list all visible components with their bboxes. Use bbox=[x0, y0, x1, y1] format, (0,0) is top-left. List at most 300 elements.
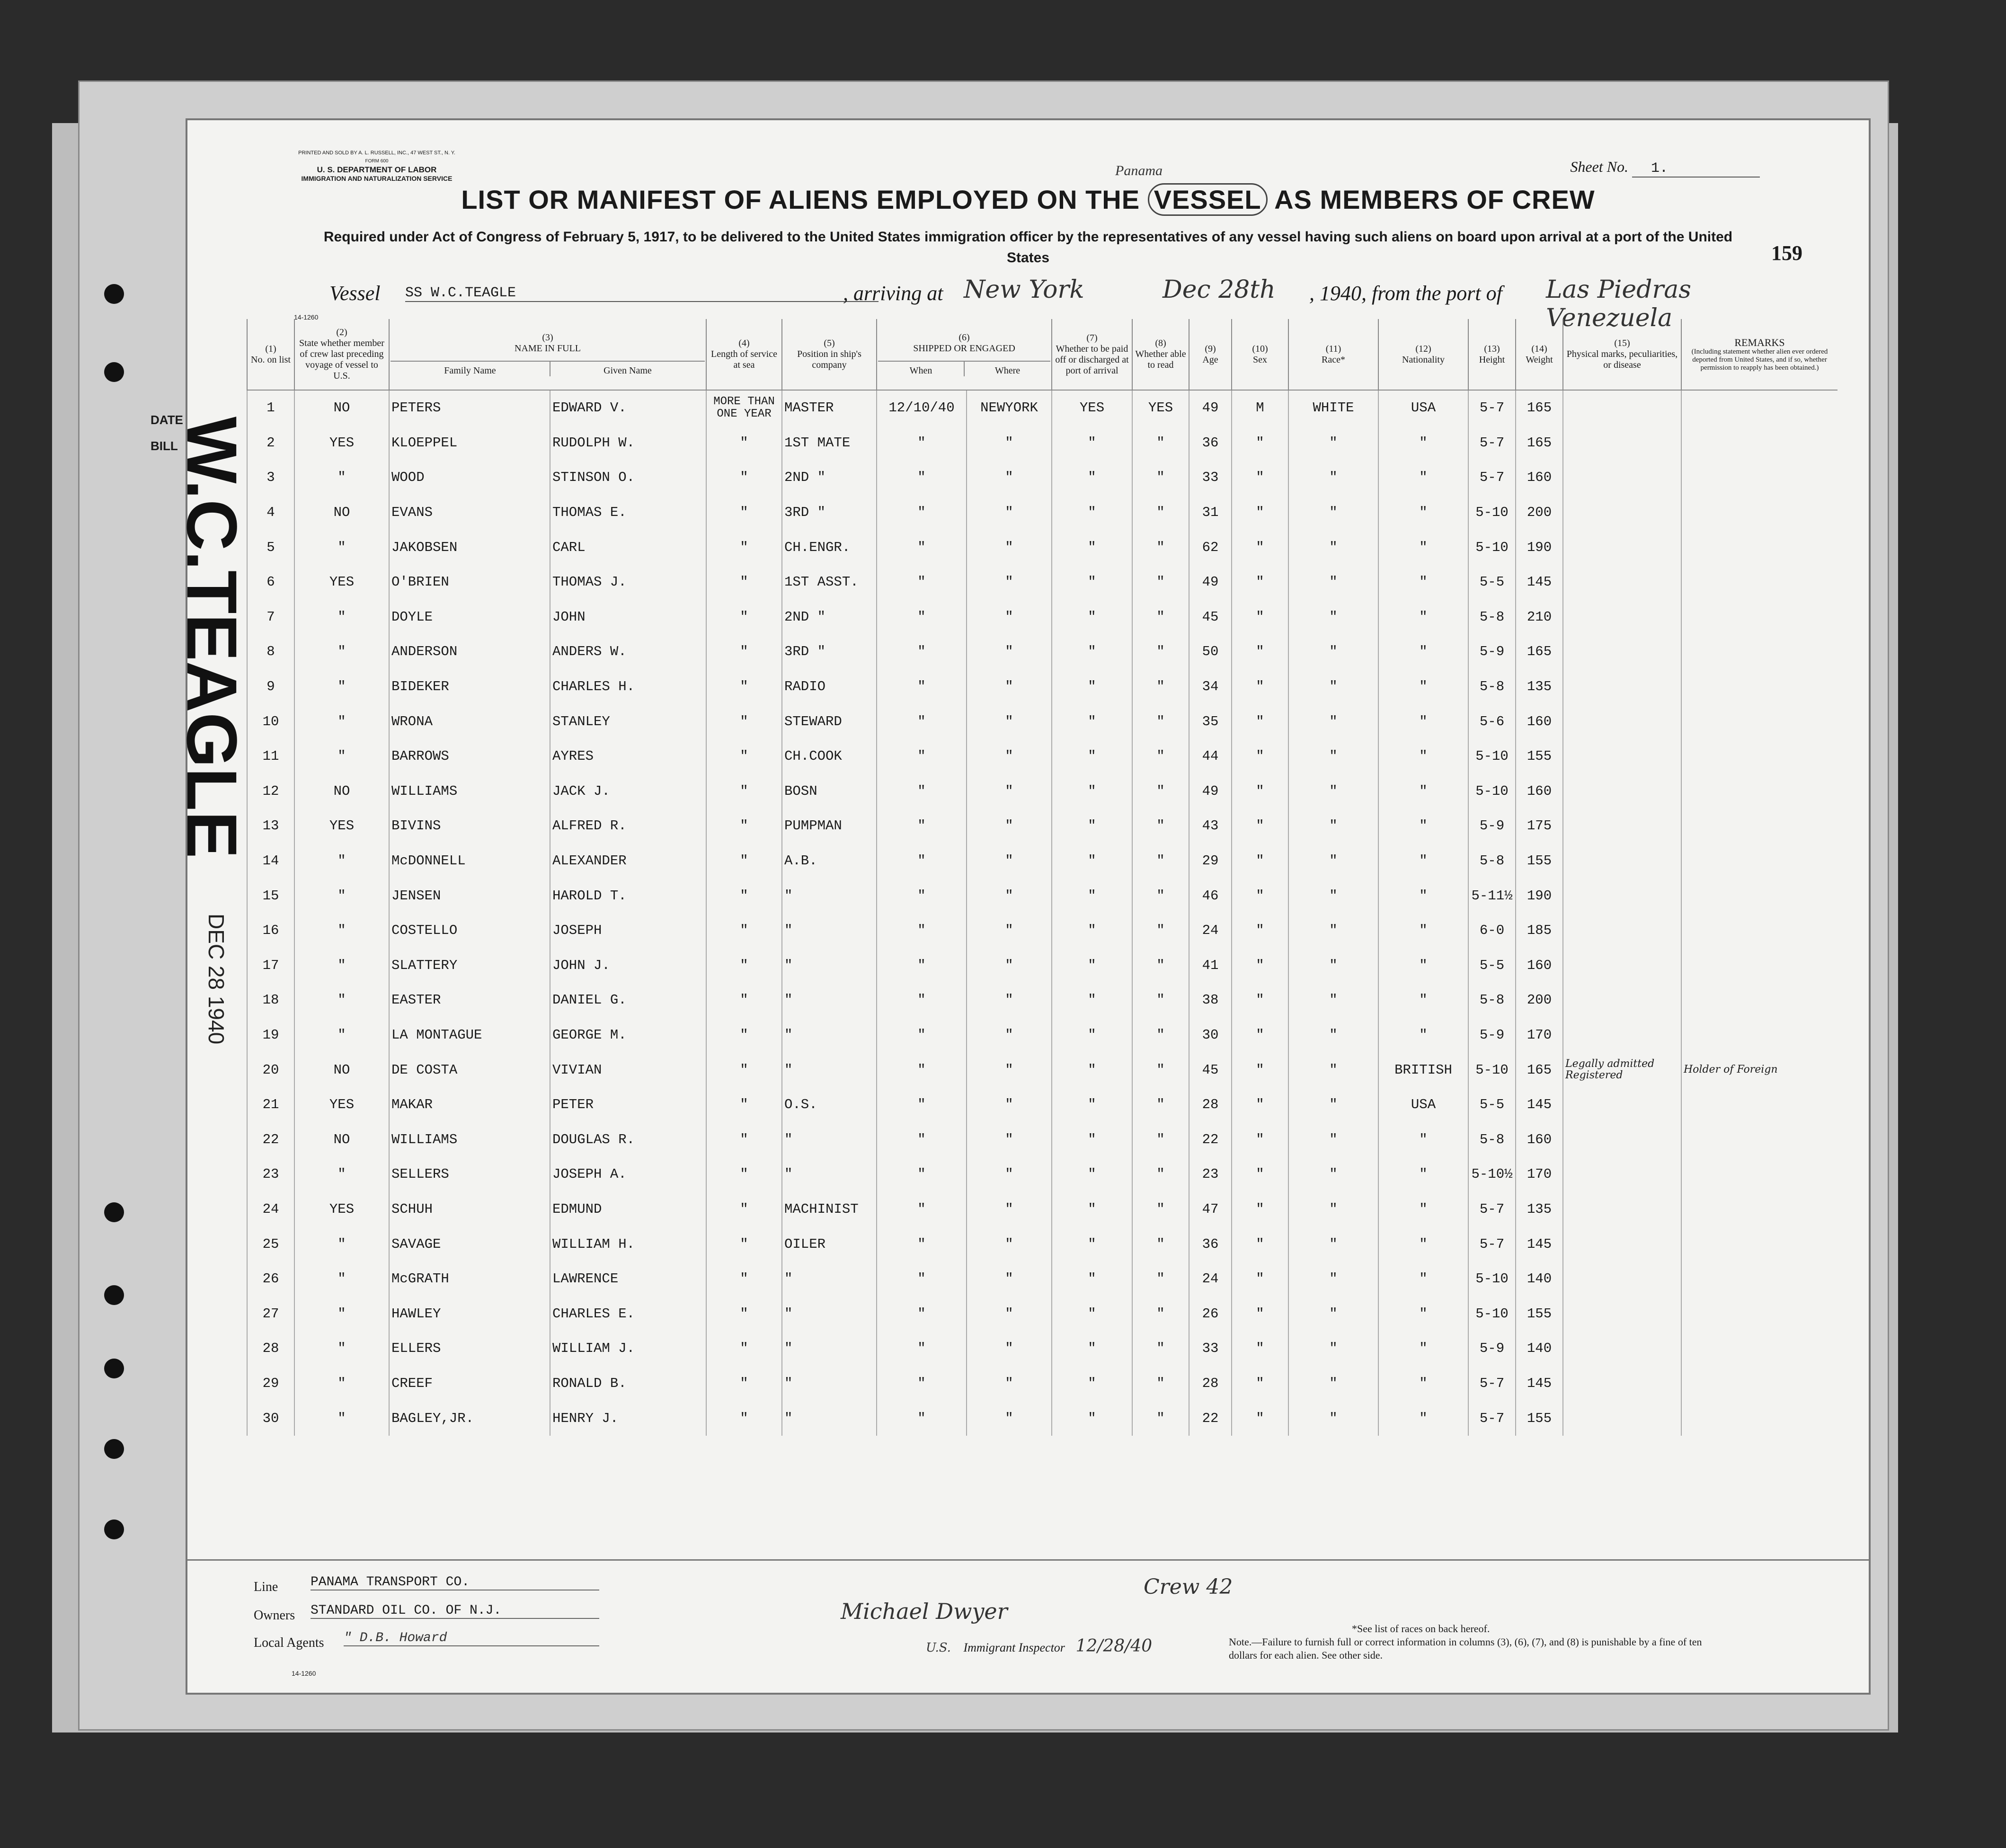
sex-cell: " bbox=[1232, 1157, 1288, 1192]
paid-off-cell: " bbox=[1052, 913, 1132, 948]
remarks-cell bbox=[1681, 530, 1837, 565]
weight-cell: 170 bbox=[1516, 1157, 1563, 1192]
shipped-where-cell: " bbox=[967, 1122, 1052, 1157]
given-name-cell: ALEXANDER bbox=[550, 844, 706, 879]
paid-off-cell: " bbox=[1052, 669, 1132, 704]
table-row bbox=[247, 1018, 1837, 1053]
weight-cell: 155 bbox=[1516, 1296, 1563, 1331]
prior-voyage-cell: " bbox=[294, 1018, 389, 1053]
shipped-where-cell: " bbox=[967, 878, 1052, 913]
paid-off-cell: " bbox=[1052, 948, 1132, 983]
height-cell: 5-10 bbox=[1468, 495, 1516, 530]
weight-cell: 160 bbox=[1516, 1122, 1563, 1157]
paid-off-cell: " bbox=[1052, 1192, 1132, 1227]
able-to-read-cell: " bbox=[1132, 460, 1189, 495]
shipped-when-cell: " bbox=[877, 1296, 967, 1331]
given-name-cell: PETER bbox=[550, 1087, 706, 1122]
row-number-cell: 21 bbox=[247, 1087, 294, 1122]
row-number-cell: 14 bbox=[247, 844, 294, 879]
vessel-name-stamp bbox=[172, 417, 252, 859]
remarks-cell bbox=[1681, 390, 1837, 426]
weight-cell: 190 bbox=[1516, 530, 1563, 565]
position-cell: A.B. bbox=[782, 844, 877, 879]
col-weight bbox=[1516, 319, 1563, 390]
penalty-note: Note.—Failure to furnish full or correct information in columns (3), (6), (7), and (8) is punishable by a fine of ten dollars for each alien. See other side. bbox=[1229, 1636, 1702, 1661]
table-row bbox=[247, 1226, 1837, 1262]
table-row bbox=[247, 1262, 1837, 1297]
service-length-cell: " bbox=[706, 983, 782, 1018]
weight-cell: 175 bbox=[1516, 808, 1563, 844]
punch-hole bbox=[104, 284, 124, 304]
physical-marks-cell bbox=[1563, 1401, 1681, 1436]
title-right: AS MEMBERS OF CREW bbox=[1274, 185, 1595, 214]
physical-marks-cell bbox=[1563, 426, 1681, 461]
col-no-num: (1) bbox=[265, 343, 276, 354]
col-name bbox=[389, 319, 706, 390]
sex-cell: " bbox=[1232, 1401, 1288, 1436]
remarks-cell bbox=[1681, 1262, 1837, 1297]
height-cell: 5-9 bbox=[1468, 808, 1516, 844]
vessel-line bbox=[329, 275, 1820, 332]
race-cell: " bbox=[1288, 1366, 1378, 1401]
age-cell: 34 bbox=[1189, 669, 1232, 704]
height-cell: 5-10 bbox=[1468, 1296, 1516, 1331]
form-number: 14-1260 bbox=[294, 313, 319, 321]
physical-marks-cell bbox=[1563, 1087, 1681, 1122]
footer-form-number: 14-1260 bbox=[292, 1670, 316, 1677]
table-row bbox=[247, 460, 1837, 495]
shipped-where-cell: " bbox=[967, 495, 1052, 530]
agents-value: " D.B. Howard bbox=[344, 1631, 599, 1646]
sex-cell: " bbox=[1232, 844, 1288, 879]
family-name-cell: BIVINS bbox=[389, 808, 550, 844]
shipped-where-cell: " bbox=[967, 1018, 1052, 1053]
col-paid-off bbox=[1052, 319, 1132, 390]
row-number-cell: 12 bbox=[247, 774, 294, 809]
paid-off-cell: " bbox=[1052, 565, 1132, 600]
nationality-cell: " bbox=[1378, 1331, 1468, 1366]
shipped-where-cell: " bbox=[967, 1401, 1052, 1436]
sex-cell: " bbox=[1232, 1226, 1288, 1262]
col-read bbox=[1132, 319, 1189, 390]
service-length-cell: " bbox=[706, 774, 782, 809]
service-length-cell: " bbox=[706, 1192, 782, 1227]
family-name-cell: DE COSTA bbox=[389, 1052, 550, 1087]
footer-notes bbox=[1229, 1622, 1702, 1662]
sex-cell: " bbox=[1232, 878, 1288, 913]
table-row bbox=[247, 1157, 1837, 1192]
col-age-num: (9) bbox=[1205, 343, 1216, 354]
prior-voyage-cell: " bbox=[294, 913, 389, 948]
age-cell: 28 bbox=[1189, 1366, 1232, 1401]
sex-cell: " bbox=[1232, 704, 1288, 739]
paid-off-cell: " bbox=[1052, 844, 1132, 879]
able-to-read-cell: " bbox=[1132, 913, 1189, 948]
shipped-where-cell: " bbox=[967, 426, 1052, 461]
shipped-when-cell: " bbox=[877, 530, 967, 565]
weight-cell: 155 bbox=[1516, 1401, 1563, 1436]
row-number-cell: 30 bbox=[247, 1401, 294, 1436]
title-vessel: VESSEL bbox=[1148, 183, 1268, 216]
height-cell: 5-10 bbox=[1468, 530, 1516, 565]
family-name-cell: WILLIAMS bbox=[389, 1122, 550, 1157]
service-length-cell: " bbox=[706, 1018, 782, 1053]
race-cell: " bbox=[1288, 1331, 1378, 1366]
punch-hole bbox=[104, 1519, 124, 1539]
table-row bbox=[247, 844, 1837, 879]
nationality-cell: " bbox=[1378, 1366, 1468, 1401]
race-cell: " bbox=[1288, 983, 1378, 1018]
physical-marks-cell bbox=[1563, 704, 1681, 739]
race-cell: " bbox=[1288, 530, 1378, 565]
shipped-where-cell: " bbox=[967, 600, 1052, 635]
row-number-cell: 11 bbox=[247, 739, 294, 774]
sex-cell: M bbox=[1232, 390, 1288, 426]
paid-off-cell: " bbox=[1052, 495, 1132, 530]
nationality-cell: " bbox=[1378, 1157, 1468, 1192]
position-cell: MACHINIST bbox=[782, 1192, 877, 1227]
shipped-where-cell: " bbox=[967, 704, 1052, 739]
prior-voyage-cell: NO bbox=[294, 495, 389, 530]
height-cell: 5-9 bbox=[1468, 1018, 1516, 1053]
col-race bbox=[1288, 319, 1378, 390]
col-sex bbox=[1232, 319, 1288, 390]
col-remarks-label: REMARKS bbox=[1734, 336, 1785, 348]
remarks-cell bbox=[1681, 460, 1837, 495]
age-cell: 41 bbox=[1189, 948, 1232, 983]
height-cell: 6-0 bbox=[1468, 913, 1516, 948]
nationality-cell: " bbox=[1378, 704, 1468, 739]
sheet-number bbox=[1570, 158, 1760, 178]
given-name-cell: ALFRED R. bbox=[550, 808, 706, 844]
weight-cell: 165 bbox=[1516, 426, 1563, 461]
prior-voyage-cell: " bbox=[294, 739, 389, 774]
nationality-cell: " bbox=[1378, 460, 1468, 495]
col-given-name: Given Name bbox=[604, 365, 652, 376]
age-cell: 24 bbox=[1189, 913, 1232, 948]
shipped-when-cell: " bbox=[877, 1052, 967, 1087]
family-name-cell: LA MONTAGUE bbox=[389, 1018, 550, 1053]
race-cell: " bbox=[1288, 600, 1378, 635]
sex-cell: " bbox=[1232, 495, 1288, 530]
col-height-num: (13) bbox=[1484, 343, 1500, 354]
family-name-cell: EASTER bbox=[389, 983, 550, 1018]
service-length-cell: " bbox=[706, 913, 782, 948]
sex-cell: " bbox=[1232, 1366, 1288, 1401]
col-age bbox=[1189, 319, 1232, 390]
given-name-cell: EDMUND bbox=[550, 1192, 706, 1227]
given-name-cell: EDWARD V. bbox=[550, 390, 706, 426]
height-cell: 5-6 bbox=[1468, 704, 1516, 739]
col-nationality bbox=[1378, 319, 1468, 390]
race-cell: " bbox=[1288, 669, 1378, 704]
position-cell: 2ND " bbox=[782, 600, 877, 635]
nationality-cell: " bbox=[1378, 878, 1468, 913]
arriving-port: New York bbox=[964, 275, 1084, 304]
service-length-cell: " bbox=[706, 1226, 782, 1262]
nationality-cell: " bbox=[1378, 565, 1468, 600]
row-number-cell: 24 bbox=[247, 1192, 294, 1227]
printer-block bbox=[249, 149, 505, 183]
row-number-cell: 26 bbox=[247, 1262, 294, 1297]
prior-voyage-cell: " bbox=[294, 530, 389, 565]
age-cell: 44 bbox=[1189, 739, 1232, 774]
sex-cell: " bbox=[1232, 426, 1288, 461]
sex-cell: " bbox=[1232, 948, 1288, 983]
age-cell: 62 bbox=[1189, 530, 1232, 565]
family-name-cell: McGRATH bbox=[389, 1262, 550, 1297]
age-cell: 28 bbox=[1189, 1087, 1232, 1122]
nationality-cell: USA bbox=[1378, 1087, 1468, 1122]
col-prior-voyage-label: State whether member of crew last preceding voyage of vessel to U.S. bbox=[299, 338, 384, 381]
height-cell: 5-8 bbox=[1468, 1122, 1516, 1157]
from-port: Las Piedras Venezuela bbox=[1546, 275, 1691, 332]
table-row bbox=[247, 426, 1837, 461]
col-where: Where bbox=[994, 365, 1021, 376]
remarks-cell bbox=[1681, 1366, 1837, 1401]
service-length-cell: " bbox=[706, 1366, 782, 1401]
punch-hole bbox=[104, 1202, 124, 1222]
position-cell: PUMPMAN bbox=[782, 808, 877, 844]
given-name-cell: HAROLD T. bbox=[550, 878, 706, 913]
service-length-cell: MORE THAN ONE YEAR bbox=[706, 390, 782, 426]
race-cell: " bbox=[1288, 739, 1378, 774]
family-name-cell: KLOEPPEL bbox=[389, 426, 550, 461]
prior-voyage-cell: " bbox=[294, 600, 389, 635]
service-length-cell: " bbox=[706, 1122, 782, 1157]
table-row bbox=[247, 390, 1837, 426]
service-length-cell: " bbox=[706, 669, 782, 704]
able-to-read-cell: " bbox=[1132, 565, 1189, 600]
sheet-value: 1. bbox=[1632, 160, 1760, 178]
family-name-cell: WOOD bbox=[389, 460, 550, 495]
able-to-read-cell: " bbox=[1132, 948, 1189, 983]
nationality-cell: " bbox=[1378, 774, 1468, 809]
col-read-num: (8) bbox=[1155, 338, 1166, 348]
sex-cell: " bbox=[1232, 1296, 1288, 1331]
nationality-cell: " bbox=[1378, 426, 1468, 461]
shipped-when-cell: " bbox=[877, 426, 967, 461]
given-name-cell: JOHN J. bbox=[550, 948, 706, 983]
able-to-read-cell: " bbox=[1132, 774, 1189, 809]
height-cell: 5-10 bbox=[1468, 774, 1516, 809]
service-length-cell: " bbox=[706, 1331, 782, 1366]
family-name-cell: ELLERS bbox=[389, 1331, 550, 1366]
row-number-cell: 8 bbox=[247, 634, 294, 669]
col-physical-label: Physical marks, peculiarities, or disease bbox=[1566, 349, 1678, 370]
shipped-where-cell: " bbox=[967, 739, 1052, 774]
sex-cell: " bbox=[1232, 1052, 1288, 1087]
position-cell: RADIO bbox=[782, 669, 877, 704]
remarks-cell bbox=[1681, 1226, 1837, 1262]
shipped-when-cell: " bbox=[877, 1401, 967, 1436]
service-length-cell: " bbox=[706, 426, 782, 461]
shipped-where-cell: " bbox=[967, 1296, 1052, 1331]
table-row bbox=[247, 1122, 1837, 1157]
service-length-cell: " bbox=[706, 495, 782, 530]
prior-voyage-cell: YES bbox=[294, 426, 389, 461]
prior-voyage-cell: " bbox=[294, 844, 389, 879]
col-shipped-label: SHIPPED OR ENGAGED bbox=[913, 343, 1015, 354]
col-family-name: Family Name bbox=[391, 362, 550, 376]
remarks-cell bbox=[1681, 1122, 1837, 1157]
col-no bbox=[247, 319, 294, 390]
row-number-cell: 25 bbox=[247, 1226, 294, 1262]
shipped-when-cell: " bbox=[877, 808, 967, 844]
nationality-cell: " bbox=[1378, 983, 1468, 1018]
physical-marks-cell bbox=[1563, 530, 1681, 565]
position-cell: " bbox=[782, 1122, 877, 1157]
shipped-where-cell: " bbox=[967, 844, 1052, 879]
family-name-cell: DOYLE bbox=[389, 600, 550, 635]
paid-off-cell: " bbox=[1052, 600, 1132, 635]
remarks-cell bbox=[1681, 600, 1837, 635]
physical-marks-cell bbox=[1563, 948, 1681, 983]
height-cell: 5-10 bbox=[1468, 1262, 1516, 1297]
table-row bbox=[247, 1401, 1837, 1436]
row-number-cell: 1 bbox=[247, 390, 294, 426]
race-cell: " bbox=[1288, 878, 1378, 913]
age-cell: 22 bbox=[1189, 1122, 1232, 1157]
height-cell: 5-7 bbox=[1468, 1192, 1516, 1227]
paid-off-cell: " bbox=[1052, 460, 1132, 495]
inspector-label: Immigrant Inspector bbox=[963, 1641, 1065, 1654]
shipped-where-cell: " bbox=[967, 1087, 1052, 1122]
sheet-label: Sheet No. bbox=[1570, 158, 1628, 175]
able-to-read-cell: " bbox=[1132, 808, 1189, 844]
age-cell: 33 bbox=[1189, 460, 1232, 495]
weight-cell: 200 bbox=[1516, 495, 1563, 530]
remarks-cell bbox=[1681, 739, 1837, 774]
able-to-read-cell: " bbox=[1132, 1157, 1189, 1192]
col-name-num: (3) bbox=[542, 332, 553, 343]
family-name-cell: SELLERS bbox=[389, 1157, 550, 1192]
paid-off-cell: " bbox=[1052, 774, 1132, 809]
row-number-cell: 6 bbox=[247, 565, 294, 600]
paid-off-cell: " bbox=[1052, 426, 1132, 461]
paid-off-cell: " bbox=[1052, 530, 1132, 565]
physical-marks-cell bbox=[1563, 460, 1681, 495]
age-cell: 45 bbox=[1189, 600, 1232, 635]
col-height bbox=[1468, 319, 1516, 390]
printer-form: FORM 600 bbox=[365, 159, 389, 164]
row-number-cell: 4 bbox=[247, 495, 294, 530]
remarks-cell bbox=[1681, 1296, 1837, 1331]
weight-cell: 135 bbox=[1516, 669, 1563, 704]
sex-cell: " bbox=[1232, 634, 1288, 669]
arriving-label: , arriving at bbox=[843, 282, 943, 305]
position-cell: 1ST MATE bbox=[782, 426, 877, 461]
position-cell: " bbox=[782, 913, 877, 948]
able-to-read-cell: " bbox=[1132, 634, 1189, 669]
height-cell: 5-8 bbox=[1468, 669, 1516, 704]
physical-marks-cell bbox=[1563, 565, 1681, 600]
col-position-num: (5) bbox=[824, 338, 835, 348]
row-number-cell: 16 bbox=[247, 913, 294, 948]
remarks-cell bbox=[1681, 878, 1837, 913]
weight-cell: 170 bbox=[1516, 1018, 1563, 1053]
paid-off-cell: " bbox=[1052, 1157, 1132, 1192]
sex-cell: " bbox=[1232, 1018, 1288, 1053]
able-to-read-cell: " bbox=[1132, 878, 1189, 913]
table-row bbox=[247, 808, 1837, 844]
physical-marks-cell bbox=[1563, 1226, 1681, 1262]
given-name-cell: CHARLES E. bbox=[550, 1296, 706, 1331]
shipped-when-cell: " bbox=[877, 1157, 967, 1192]
height-cell: 5-10 bbox=[1468, 1052, 1516, 1087]
height-cell: 5-5 bbox=[1468, 1087, 1516, 1122]
remarks-cell bbox=[1681, 634, 1837, 669]
physical-marks-cell bbox=[1563, 600, 1681, 635]
col-sex-num: (10) bbox=[1252, 343, 1268, 354]
paid-off-cell: " bbox=[1052, 1226, 1132, 1262]
race-cell: " bbox=[1288, 1192, 1378, 1227]
given-name-cell: RUDOLPH W. bbox=[550, 426, 706, 461]
shipped-where-cell: " bbox=[967, 1331, 1052, 1366]
family-name-cell: SCHUH bbox=[389, 1192, 550, 1227]
given-name-cell: JOSEPH A. bbox=[550, 1157, 706, 1192]
paid-off-cell: " bbox=[1052, 878, 1132, 913]
height-cell: 5-7 bbox=[1468, 1226, 1516, 1262]
shipped-where-cell: " bbox=[967, 669, 1052, 704]
shipped-when-cell: " bbox=[877, 1018, 967, 1053]
able-to-read-cell: " bbox=[1132, 426, 1189, 461]
physical-marks-cell bbox=[1563, 1262, 1681, 1297]
paid-off-cell: " bbox=[1052, 1366, 1132, 1401]
subtitle: Required under Act of Congress of February 5, 1917, to be delivered to the United States immigration officer by the representatives of any vessel having such aliens on board upon arrival at a port of the United States bbox=[323, 229, 1733, 266]
col-nationality-label: Nationality bbox=[1402, 354, 1445, 365]
race-cell: " bbox=[1288, 1018, 1378, 1053]
table-row bbox=[247, 495, 1837, 530]
prior-voyage-cell: " bbox=[294, 1401, 389, 1436]
remarks-cell bbox=[1681, 948, 1837, 983]
service-length-cell: " bbox=[706, 1157, 782, 1192]
able-to-read-cell: " bbox=[1132, 1087, 1189, 1122]
stamp-number: 159 bbox=[1771, 241, 1802, 265]
page-title bbox=[187, 184, 1869, 215]
col-height-label: Height bbox=[1479, 354, 1505, 365]
nationality-cell: BRITISH bbox=[1378, 1052, 1468, 1087]
shipped-when-cell: " bbox=[877, 844, 967, 879]
table-row bbox=[247, 1052, 1837, 1087]
race-cell: " bbox=[1288, 495, 1378, 530]
row-number-cell: 13 bbox=[247, 808, 294, 844]
prior-voyage-cell: " bbox=[294, 1366, 389, 1401]
age-cell: 36 bbox=[1189, 426, 1232, 461]
position-cell: " bbox=[782, 878, 877, 913]
nationality-cell: " bbox=[1378, 1122, 1468, 1157]
prior-voyage-cell: " bbox=[294, 983, 389, 1018]
row-number-cell: 5 bbox=[247, 530, 294, 565]
position-cell: " bbox=[782, 983, 877, 1018]
nationality-cell: " bbox=[1378, 913, 1468, 948]
owners-label: Owners bbox=[254, 1608, 295, 1623]
weight-cell: 165 bbox=[1516, 1052, 1563, 1087]
able-to-read-cell: " bbox=[1132, 1122, 1189, 1157]
prior-voyage-cell: " bbox=[294, 1262, 389, 1297]
table-row bbox=[247, 600, 1837, 635]
shipped-where-cell: " bbox=[967, 1226, 1052, 1262]
table-row bbox=[247, 913, 1837, 948]
bill-label: BILL bbox=[151, 439, 178, 453]
race-cell: " bbox=[1288, 1401, 1378, 1436]
nationality-cell: " bbox=[1378, 844, 1468, 879]
shipped-when-cell: " bbox=[877, 460, 967, 495]
prior-voyage-cell: " bbox=[294, 669, 389, 704]
sex-cell: " bbox=[1232, 600, 1288, 635]
remarks-cell bbox=[1681, 1401, 1837, 1436]
family-name-cell: BAGLEY,JR. bbox=[389, 1401, 550, 1436]
